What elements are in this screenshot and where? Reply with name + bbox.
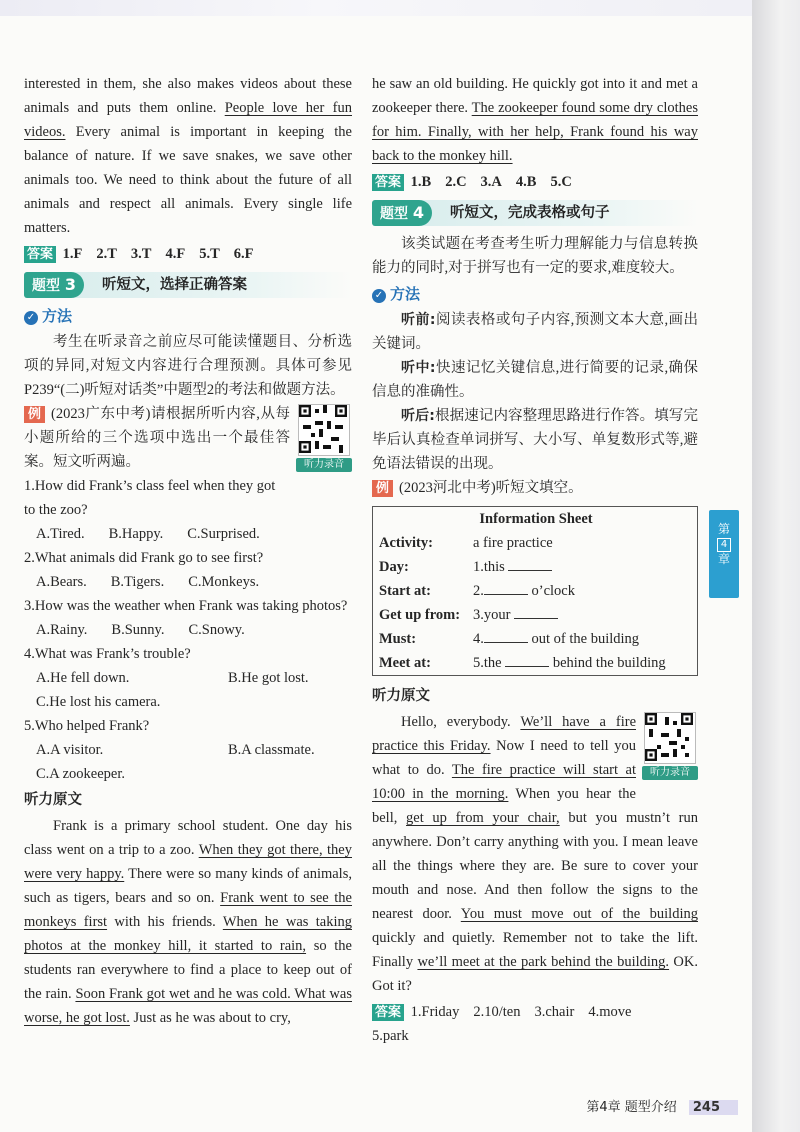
table-row: Must: 4. out of the building (379, 631, 640, 647)
question: 3.How was the weather when Frank was taking photos? (24, 598, 348, 614)
check-icon: ✓ (372, 289, 386, 303)
table-row: Meet at: 5.the behind the building (379, 655, 666, 671)
answer-tag: 答案 (372, 1004, 404, 1021)
table-row: Start at: 2. o’clock (379, 583, 575, 599)
transcript-continued: he saw an old building. He quickly got into it and met a zookeeper there. The zookeeper found some dry clothes for him. Finally, with her help, Frank found his way back to the monkey hill. (372, 76, 698, 164)
chapter-side-tab[interactable]: 第 4 章 (709, 510, 739, 598)
tip-before: 听前:阅读表格或句子内容,预测文本大意,画出关键词。 (372, 312, 699, 352)
answer-line-1: 答案 1.F 2.T 3.T 4.F 5.T 6.F (24, 242, 352, 266)
options: A.Bears. B.Tigers. C.Monkeys. (36, 574, 260, 590)
options: A.Rainy. B.Sunny. C.Snowy. (36, 622, 245, 638)
table-title: Information Sheet (479, 511, 593, 527)
answer-blank[interactable] (514, 606, 558, 619)
right-column (372, 72, 698, 1048)
example-tag: 例 (372, 480, 393, 497)
chapter-label: 第4章 题型介绍 (586, 1100, 677, 1115)
options: C.He lost his camera. (36, 694, 161, 710)
tip-during: 听中:快速记忆关键信息,进行简要的记录,确保信息的准确性。 (372, 360, 699, 400)
method-heading: ✓ 方法 (24, 304, 352, 328)
left-column (24, 72, 352, 1030)
options: A.Tired. B.Happy. C.Surprised. (36, 526, 260, 542)
question: 4.What was Frank’s trouble? (24, 646, 191, 662)
answer-line-3: 答案 1.Friday 2.10/ten 3.chair 4.move 5.park (372, 1004, 632, 1044)
table-row: Day: 1.this (373, 555, 698, 579)
check-icon: ✓ (24, 311, 38, 325)
section-title: 听短文，选择正确答案 (102, 277, 247, 293)
question: 5.Who helped Frank? (24, 718, 150, 734)
section-heading-4 (372, 200, 698, 226)
qr-code-icon (298, 404, 350, 456)
passage-end: interested in them, she also makes videos about these animals and puts them online. People love her fun videos. Every animal is important in keeping the balance of nature. If we save snakes, we save other animals too. We need to think about the future of all animals and respect all animals. Every single life matters. (24, 76, 352, 236)
question-list (24, 474, 352, 786)
page-number: 245 (689, 1100, 738, 1115)
answer-blank[interactable] (484, 582, 528, 595)
example-instruction: 例 (2023广东中考)请根据所听内容,从每小题所给的三个选项中选出一个最佳答案。短文听两遍。 (24, 406, 290, 470)
section-title: 听短文，完成表格或句子 (450, 205, 610, 221)
options: A.A visitor. B.A classmate. (36, 742, 315, 758)
transcript-text: Frank is a primary school student. One day his class went on a trip to a zoo. When they got there, they were very happy. There were so many kinds of animals, such as tigers, bears and so on. Frank went to see the monkeys first with his friends. When he was taking photos at the monkey hill, it started to rain, so the students ran everywhere to find a place to keep out of the rain. Soon Frank got wet and he was cold. What was worse, he got lost. Just as he was about to cry, (24, 818, 352, 1026)
answer-tag: 答案 (372, 174, 404, 191)
qr-code-icon (644, 712, 696, 764)
section-intro: 该类试题在考查考生听力理解能力与信息转换能力的同时,对于拼写也有一定的要求,难度较大。 (372, 236, 698, 276)
transcript-text: Hello, everybody. We’ll have a fire practice this Friday. Now I need to tell you what to do. The fire practice will start at 10:00 in the morning. When you hear the bell, get up from your chair, but you mustn’t run anywhere. Don’t carry anything with you. I mean leave all the things where they are. Be sure to cover your mouth and nose. And then follow the signs to the nearest door. You must move out of the building quickly and quietly. Remember not to take the lift. Finally we’ll meet at the park behind the building. OK. Got it? (372, 714, 698, 994)
section-heading-3 (24, 272, 352, 298)
method-heading: ✓ 方法 (372, 282, 698, 306)
example-instruction: 例 (2023河北中考)听短文填空。 (372, 476, 698, 500)
page-top-strip (0, 0, 800, 16)
options: A.He fell down. B.He got lost. (36, 670, 309, 686)
example-block (24, 402, 352, 474)
answer-tag: 答案 (24, 246, 56, 263)
page-footer (586, 1096, 738, 1115)
transcript-heading: 听力原文 (372, 688, 430, 704)
qr-code-audio[interactable]: 听力录音 (642, 712, 698, 784)
section-badge: 题型 3 (24, 272, 84, 298)
information-sheet (372, 506, 698, 676)
question: 2.What animals did Frank go to see first? (24, 550, 264, 566)
options: C.A zookeeper. (36, 766, 125, 782)
tip-after: 听后:根据速记内容整理思路进行作答。填写完毕后认真检查单词拼写、大小写、单复数形式等,避免语法错误的出现。 (372, 408, 698, 472)
table-row: Activity: a fire practice (379, 535, 553, 551)
answer-blank[interactable] (484, 630, 528, 643)
question: 1.How did Frank’s class feel when they got to the zoo? (24, 478, 276, 518)
transcript-heading: 听力原文 (24, 792, 82, 808)
page-edge (752, 0, 800, 1132)
answer-blank[interactable] (505, 654, 549, 667)
example-tag: 例 (24, 406, 45, 423)
answer-line-2: 答案 1.B 2.C 3.A 4.B 5.C (372, 170, 698, 194)
method-text: 考生在听录音之前应尽可能读懂题目、分析选项的异同,对短文内容进行合理预测。具体可参见P239“(二)听短对话类”中题型2的考法和做题方法。 (24, 334, 352, 398)
answer-blank[interactable] (508, 558, 552, 571)
qr-code-audio[interactable]: 听力录音 (296, 404, 352, 476)
table-row: Get up from: 3.your (373, 603, 698, 627)
section-badge: 题型 4 (372, 200, 432, 226)
